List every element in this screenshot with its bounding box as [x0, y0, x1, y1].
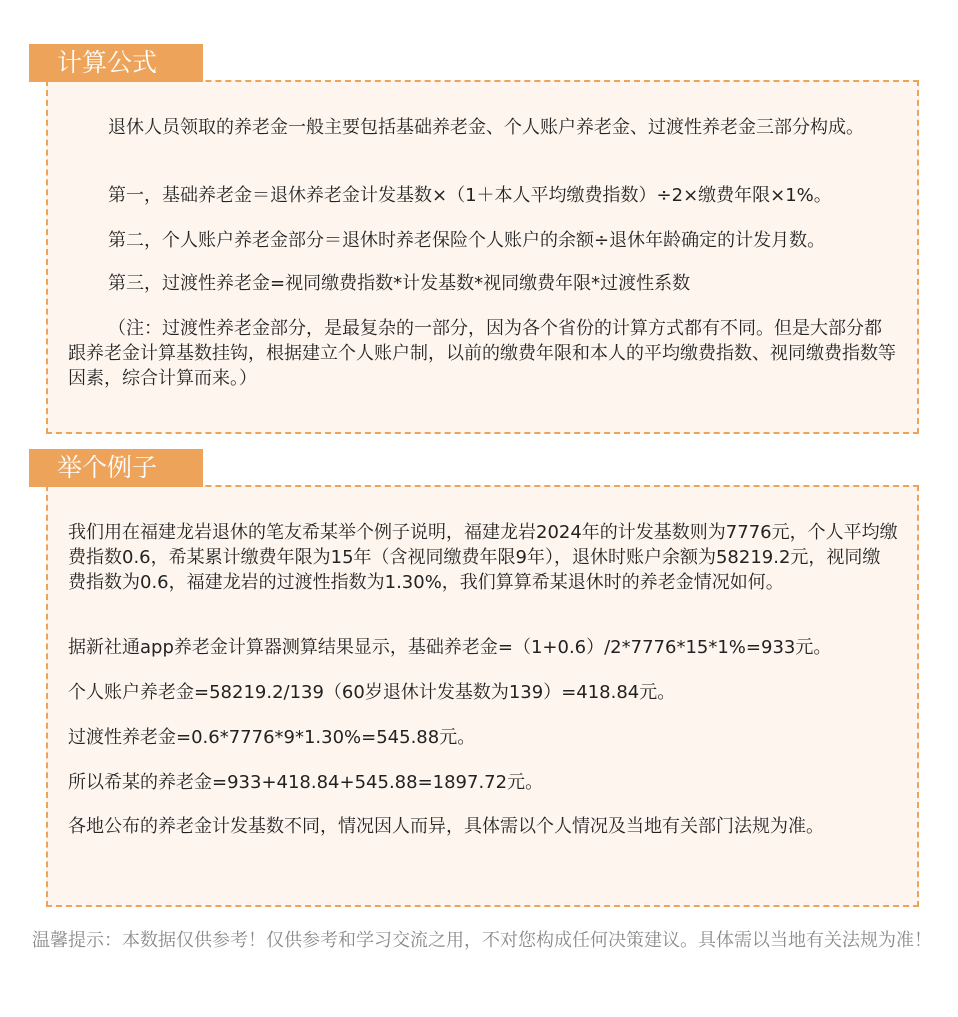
example-basic-pension: 据新社通app养老金计算器测算结果显示，基础养老金=（1+0.6）/2*7776*15*1%=933元。: [68, 637, 832, 658]
formula-basic-pension: 第一，基础养老金＝退休养老金计发基数×（1＋本人平均缴费指数）÷2×缴费年限×1%。: [108, 185, 832, 206]
footer-tip: 温馨提示：本数据仅供参考！仅供参考和学习交流之用，不对您构成任何决策建议。具体需以当地有关法规为准！: [32, 930, 932, 951]
formula-personal-account: 第二，个人账户养老金部分＝退休时养老保险个人账户的余额÷退休年龄确定的计发月数。: [108, 230, 826, 251]
formula-transitional: 第三，过渡性养老金=视同缴费指数*计发基数*视同缴费年限*过渡性系数: [108, 273, 691, 294]
formula-intro: 退休人员领取的养老金一般主要包括基础养老金、个人账户养老金、过渡性养老金三部分构成。: [108, 117, 864, 138]
example-disclaimer: 各地公布的养老金计发基数不同，情况因人而异，具体需以个人情况及当地有关部门法规为准。: [68, 816, 824, 837]
example-transitional: 过渡性养老金=0.6*7776*9*1.30%=545.88元。: [68, 727, 476, 748]
example-box: [46, 485, 919, 907]
formula-box: [46, 80, 919, 434]
example-total: 所以希某的养老金=933+418.84+545.88=1897.72元。: [68, 772, 544, 793]
section-title-formula: 计算公式: [29, 44, 203, 82]
example-personal-account: 个人账户养老金=58219.2/139（60岁退休计发基数为139）=418.84元。: [68, 682, 676, 703]
formula-note: （注：过渡性养老金部分，是最复杂的一部分，因为各个省份的计算方式都有不同。但是大部分都跟养老金计算基数挂钩，根据建立个人账户制，以前的缴费年限和本人的平均缴费指数、视同缴费指数等因素，综合计算而来。）: [68, 318, 896, 389]
example-intro: 我们用在福建龙岩退休的笔友希某举个例子说明，福建龙岩2024年的计发基数则为7776元，个人平均缴费指数0.6，希某累计缴费年限为15年（含视同缴费年限9年），退休时账户余额为58219.2元，视同缴费指数为0.6，福建龙岩的过渡性指数为1.30%，我们算算希某退休时的养老金情况如何。: [68, 522, 898, 593]
section-title-example: 举个例子: [29, 449, 203, 487]
